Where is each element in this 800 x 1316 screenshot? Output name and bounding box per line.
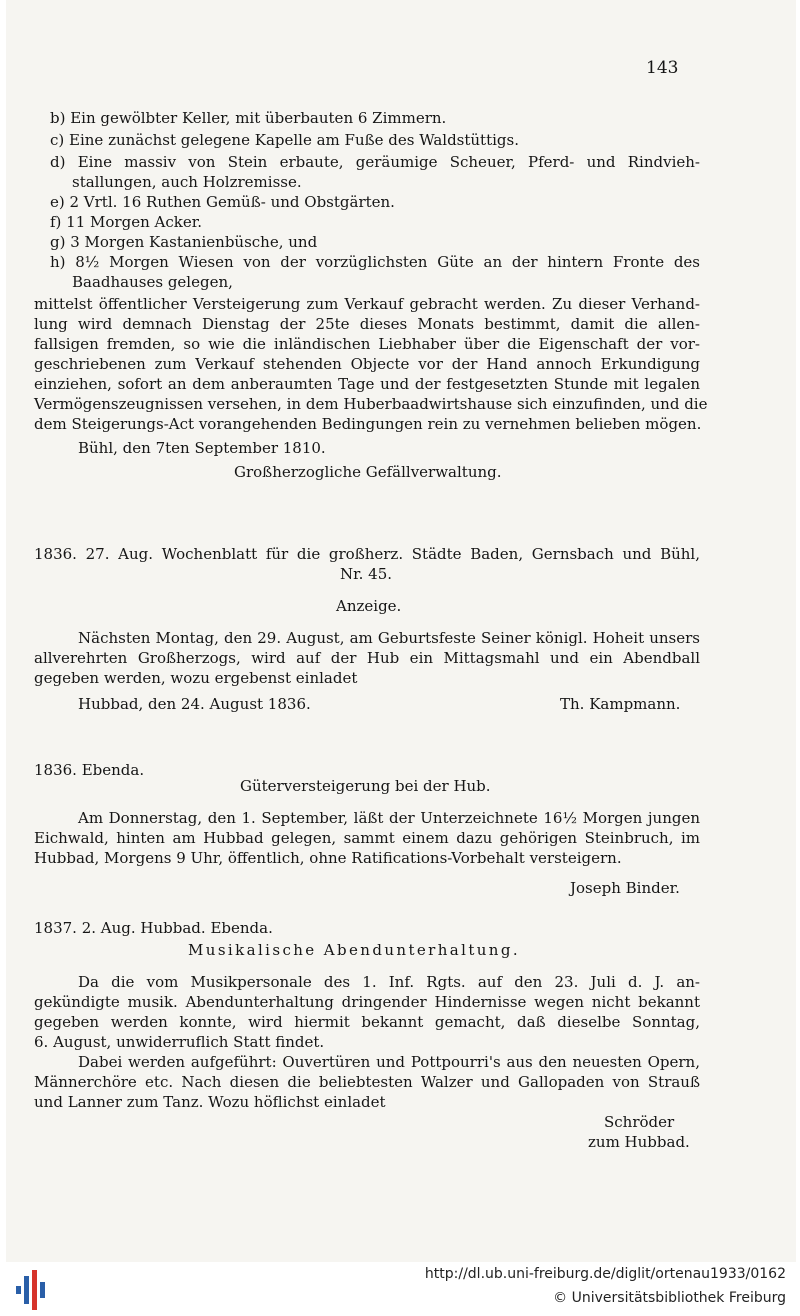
entry3-title: Güterversteigerung bei der Hub. [240,777,491,795]
entry3-line: Eichwald, hinten am Hubbad gelegen, sammt einem dazu gehörigen Steinbruch, im [34,829,700,847]
entry2-header: 1836. 27. Aug. Wochenblatt für die großherz. Städte Baden, Gernsbach und Bühl, [34,545,700,563]
entry2-place: Hubbad, den 24. August 1836. [78,695,311,713]
para1-line: lung wird demnach Dienstag der 25te dieses Monats bestimmt, damit die allen- [34,315,700,333]
entry4-signature: Schröder [604,1113,675,1131]
para1-line: geschriebenen zum Verkauf stehenden Objecte vor der Hand annoch Erkundigung [34,355,700,373]
list-item-h-cont: Baadhauses gelegen, [72,273,233,291]
list-item-d: d) Eine massiv von Stein erbaute, geräumige Scheuer, Pferd- und Rindvieh- [50,153,700,171]
issuer-signature: Großherzogliche Gefällverwaltung. [234,463,502,481]
entry4-line: gegeben werden konnte, wird hiermit bekannt gemacht, daß dieselbe Sonntag, [34,1013,700,1031]
copyright-notice: © Universitätsbibliothek Freiburg [553,1290,786,1306]
entry3-header: 1836. Ebenda. [34,761,145,779]
list-item-c: c) Eine zunächst gelegene Kapelle am Fuße des Waldstüttigs. [50,131,519,149]
para1-line: fallsigen fremden, so wie die inländischen Liebhaber über die Eigenschaft der vor- [34,335,700,353]
date-line: Bühl, den 7ten September 1810. [78,439,326,457]
entry4-line: gekündigte musik. Abendunterhaltung dringender Hindernisse wegen nicht bekannt [34,993,700,1011]
entry2-line: gegeben werden, wozu ergebenst einladet [34,669,358,687]
entry3-line: Am Donnerstag, den 1. September, läßt der Unterzeichnete 16½ Morgen jungen [78,809,700,827]
list-item-h: h) 8½ Morgen Wiesen von der vorzüglichsten Güte an der hintern Fronte des [50,253,700,271]
entry4-line: 6. August, unwiderruflich Statt findet. [34,1033,325,1051]
entry4-title: Musikalische Abendunterhaltung. [188,941,521,959]
list-item-e: e) 2 Vrtl. 16 Ruthen Gemüß- und Obstgärten. [50,193,395,211]
list-item-b: b) Ein gewölbter Keller, mit überbauten 6 Zimmern. [50,109,447,127]
permalink-url[interactable]: http://dl.ub.uni-freiburg.de/diglit/ortenau1933/0162 [424,1266,786,1282]
document-page [6,0,796,1262]
entry4-line: und Lanner zum Tanz. Wozu höflichst einladet [34,1093,386,1111]
entry4-line: Dabei werden aufgeführt: Ouvertüren und Pottpourri's aus den neuesten Opern, [78,1053,700,1071]
entry4-signature-place: zum Hubbad. [588,1133,690,1151]
list-item-d-cont: stallungen, auch Holzremisse. [72,173,302,191]
entry2-signature: Th. Kampmann. [560,695,681,713]
page-number: 143 [646,58,679,78]
para1-line: dem Steigerungs-Act vorangehenden Bedingungen rein zu vernehmen belieben mögen. [34,415,702,433]
entry4-header: 1837. 2. Aug. Hubbad. Ebenda. [34,919,273,937]
list-item-f: f) 11 Morgen Acker. [50,213,202,231]
para1-line: einziehen, sofort an dem anberaumten Tage und der festgesetzten Stunde mit legalen [34,375,700,393]
para1-line: Vermögenszeugnissen versehen, in dem Huberbaadwirtshause sich einzufinden, und die [34,395,708,413]
university-library-logo-icon [14,1270,50,1310]
entry2-line: allverehrten Großherzogs, wird auf der Hub ein Mittagsmahl und ein Abendball [34,649,700,667]
para1-line: mittelst öffentlicher Versteigerung zum Verkauf gebracht werden. Zu dieser Verhand- [34,295,700,313]
entry2-line: Nächsten Montag, den 29. August, am Geburtsfeste Seiner königl. Hoheit unsers [78,629,700,647]
entry4-line: Männerchöre etc. Nach diesen die beliebtesten Walzer und Gallopaden von Strauß [34,1073,700,1091]
entry2-issue: Nr. 45. [340,565,393,583]
entry3-line: Hubbad, Morgens 9 Uhr, öffentlich, ohne Ratifications-Vorbehalt versteigern. [34,849,622,867]
entry2-title: Anzeige. [336,597,402,615]
viewer-footer [0,1262,800,1316]
entry3-signature: Joseph Binder. [570,879,680,897]
list-item-g: g) 3 Morgen Kastanienbüsche, und [50,233,318,251]
entry4-line: Da die vom Musikpersonale des 1. Inf. Rgts. auf den 23. Juli d. J. an- [78,973,700,991]
